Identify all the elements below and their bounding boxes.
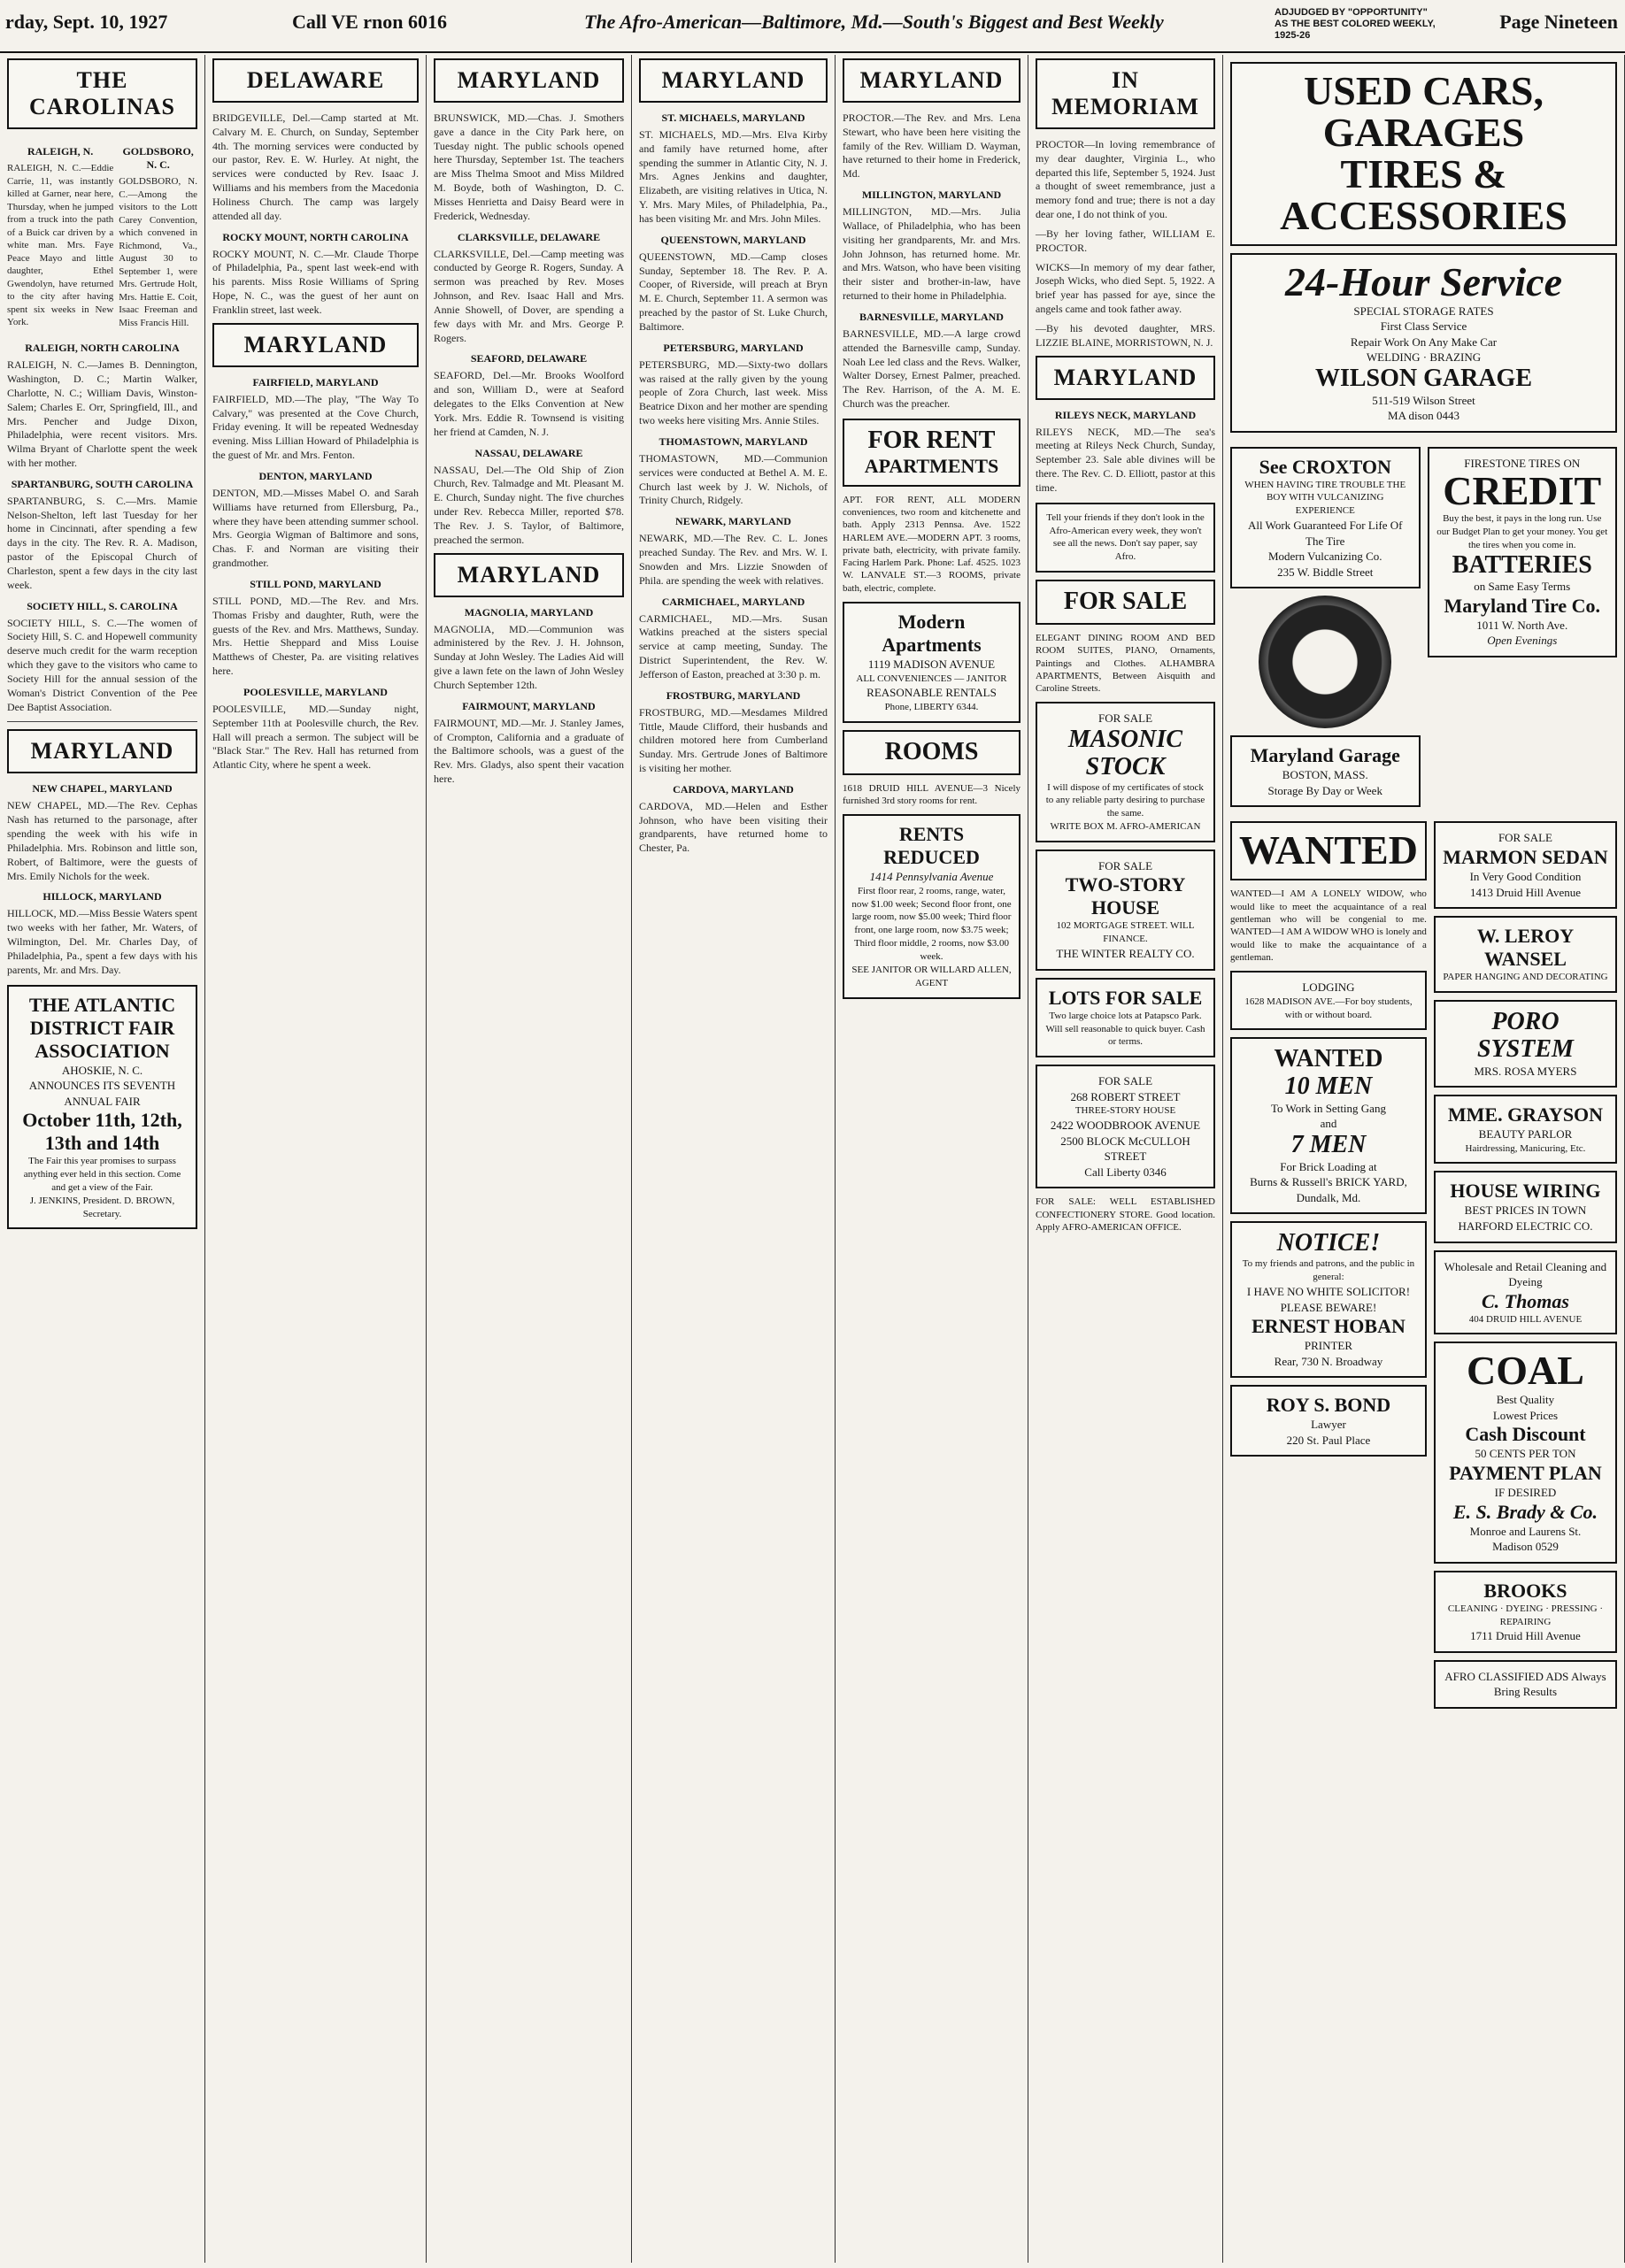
column-maryland-b xyxy=(632,55,836,2263)
coal-ad xyxy=(1434,1342,1617,1563)
firestone-title: FIRESTONE TIRES ON xyxy=(1464,456,1581,470)
adjudged-note: ADJUDGED BY "OPPORTUNITY" AS THE BEST COLORED WEEKLY, 1925-26 xyxy=(1275,7,1436,42)
issue-date: rday, Sept. 10, 1927 xyxy=(5,11,168,33)
open-evenings: Open Evenings xyxy=(1487,634,1558,648)
fair-dates: October 11th, 12th, 13th and 14th xyxy=(22,1109,182,1155)
article-barnesville: BARNESVILLE, MD.—A large crowd attended the Barnesville camp, Sunday. Noah Lee led class and the Revs. Walker, Walter Dorsey, Ernest Palmer, preached. The Rev. Harrison, of the A. M. E. Church was the preacher. xyxy=(843,327,1020,411)
dateline-cardova: CARDOVA, MARYLAND xyxy=(673,782,794,796)
dateline-fairfield: FAIRFIELD, MARYLAND xyxy=(252,375,379,388)
notice-ad xyxy=(1230,1221,1427,1378)
brady-phone: Madison 0529 xyxy=(1492,1540,1559,1554)
robert-street-ad xyxy=(1036,1065,1215,1188)
article-goldsboro: GOLDSBORO, N. C.—Among the visitors to the Lott Carey Convention, which convened in Richmond, Va., August 30 to September 1, were Mrs. Gertrude Holt, Mrs. Hattie E. Coit, Isaac Freeman and Miss Francis Hill. xyxy=(119,176,197,328)
brooks-services: CLEANING · DYEING · PRESSING · REPAIRING xyxy=(1447,1603,1603,1627)
for-rent-ad xyxy=(843,419,1020,487)
article-spartanburg: SPARTANBURG, S. C.—Mrs. Mamie Nelson-Shelton, left last Tuesday for her home in Cincinnati, after spending a few days in the city. The Rev. R. A. Madison, pastor of the Episcopal Church of Charleston, spent a few days in the city last week. xyxy=(7,494,197,591)
memorial-proctor: PROCTOR—In loving remembrance of my dear daughter, Virginia L., who departed this life, September 5, 1924. Just a thought of sweet remembrance, just a memory fond and true; there is not a day dear one, I do not think of you. xyxy=(1036,138,1215,221)
section-title-maryland-2: MARYLAND xyxy=(212,323,419,367)
article-clarksville: CLARKSVILLE, Del.—Camp meeting was conducted by George R. Rogers, Sunday. A sermon was preached by Rev. Moses Johnson, and Rev. Isaac Hall and Mrs. Annie Showell, of Dover, are spending a few days with Mr. and Mrs. George P. Rogers. xyxy=(434,247,624,344)
first-class: First Class Service xyxy=(1380,319,1467,334)
article-society-hill: SOCIETY HILL, S. C.—The women of Society Hill, S. C. and Hopewell community deserve much credit for the warm reception which they gave to the visitors who came to Society Hill for the annual session of the Woman's District Convention of the Pee Dee Baptist Association. xyxy=(7,616,197,713)
section-title-maryland: MARYLAND xyxy=(7,729,197,773)
wilson-garage-ad xyxy=(1230,253,1617,433)
coal-quality: Best Quality xyxy=(1496,1393,1555,1407)
poro-ad xyxy=(1434,1000,1617,1088)
tell-friends-box xyxy=(1036,503,1215,573)
easy-terms: on Same Easy Terms xyxy=(1474,580,1571,594)
for-sale-box xyxy=(1036,580,1215,625)
croxton-ad xyxy=(1230,447,1421,589)
cleaning-title: Wholesale and Retail Cleaning and Dyeing xyxy=(1444,1259,1607,1289)
used-cars-title: USED CARS, GARAGES xyxy=(1304,68,1544,155)
coal-payment: PAYMENT PLAN xyxy=(1449,1462,1602,1485)
article-raleigh-nc: RALEIGH, N. C.—James B. Dennington, Washington, D. C.; Martin Walker, Charlotte, N. C.; William Davis, Winston-Salem; Charles E. Orr, Springfield, Ill., and Mrs. Pencher and Judge Dixon, Philadelphia, were recent visitors. Mrs. Wilma Bryant of Charlotte spent the week with her mother. xyxy=(7,358,197,469)
dateline-raleigh-nc: RALEIGH, NORTH CAROLINA xyxy=(25,342,180,355)
garage-title: Maryland Garage xyxy=(1250,744,1400,767)
section-title-maryland-6: MARYLAND xyxy=(843,58,1020,103)
storage-rates: SPECIAL STORAGE RATES xyxy=(1353,304,1494,318)
notice-printer: PRINTER xyxy=(1304,1339,1353,1353)
page-number: Page Nineteen xyxy=(1499,11,1618,33)
wanted-ad xyxy=(1230,821,1427,880)
grayson-name: MME. GRAYSON xyxy=(1447,1103,1604,1126)
dateline-seaford: SEAFORD, DELAWARE xyxy=(470,352,588,365)
article-raleigh: RALEIGH, N. C.—Eddie Carrie, 11, was instantly killed at Garner, near here, Thursday, when he jumped from a truck into the path of a Buick car driven by a white man. Mrs. Faye Peace Mayo and little daughter, Ethel Gwendolyn, have returned to the city after having spent six weeks in New York. xyxy=(7,163,114,328)
ten-men-and: and xyxy=(1320,1117,1337,1131)
wilson-address: 511-519 Wilson Street xyxy=(1372,393,1475,407)
section-title-delaware: DELAWARE xyxy=(212,58,419,103)
masthead xyxy=(0,0,1625,53)
wiring-company: HARFORD ELECTRIC CO. xyxy=(1458,1219,1593,1233)
brooks-ad xyxy=(1434,1571,1617,1653)
marmon-for-sale: FOR SALE xyxy=(1498,831,1552,845)
dateline-nassau: NASSAU, DELAWARE xyxy=(474,446,583,459)
article-queenstown: QUEENSTOWN, MD.—Camp closes Sunday, September 18. The Rev. P. A. Cooper, of Riverside, will preach at Bryn M. E. Church, September 11. A sermon was preached by the pastor of St. Luke Church, Baltimore. xyxy=(639,250,828,333)
modern-rent: REASONABLE RENTALS xyxy=(866,686,997,700)
article-still-pond: STILL POND, MD.—The Rev. and Mrs. Thomas Frisby and daughter, Ruth, were the guests of the Rev. and Mrs. Matthews, Sunday. Mrs. Hettie Sheppard and Miss Louise Matthews of Chester, Pa. are visiting relatives here. xyxy=(212,594,419,678)
poro-name: MRS. ROSA MYERS xyxy=(1474,1064,1577,1078)
article-thomastown: THOMASTOWN, MD.—Communion services were conducted at Bethel A. M. E. Church last week by J. W. Nichols, of Trinity Church, Ridgely. xyxy=(639,451,828,507)
marmon-condition: In Very Good Condition xyxy=(1469,869,1582,883)
lodging-text: 1628 MADISON AVE.—For boy students, with or without board. xyxy=(1244,996,1413,1020)
croxton-company: Modern Vulcanizing Co. xyxy=(1267,550,1382,564)
used-cars-banner xyxy=(1230,62,1617,246)
column-maryland-a xyxy=(427,55,632,2263)
article-frostburg: FROSTBURG, MD.—Mesdames Mildred Tittle, Maude Clifford, their husbands and children motored here from Cumberland Sunday. Mrs. Gertrude Jones of Baltimore is visiting her mother. xyxy=(639,705,828,774)
dateline-frostburg: FROSTBURG, MARYLAND xyxy=(666,688,801,702)
wiring-title: HOUSE WIRING xyxy=(1450,1180,1601,1203)
article-poolesville: POOLESVILLE, MD.—Sunday night, September 11th at Poolesville church, the Rev. Hall will preach a sermon. The subject will be "Black Star." The Rev. Hall has returned from Atlantic City, where he spent a week. xyxy=(212,702,419,772)
lots-title: LOTS FOR SALE xyxy=(1048,986,1203,1009)
wansel-name: W. LEROY WANSEL xyxy=(1476,925,1575,971)
article-petersburg: PETERSBURG, MD.—Sixty-two dollars was raised at the rally given by the young people of Zora Church, last week. Miss Beatrice Dixon and her mother are spending two weeks here visiting Mrs. Annie Stiles. xyxy=(639,357,828,427)
dateline-raleigh: RALEIGH, N. xyxy=(27,145,94,158)
wansel-ad xyxy=(1434,916,1617,993)
tire-company: Maryland Tire Co. xyxy=(1444,594,1601,617)
dateline-millington: MILLINGTON, MARYLAND xyxy=(861,188,1002,202)
marmon-ad xyxy=(1434,821,1617,909)
column-ads xyxy=(1223,55,1625,2263)
for-sale-title: FOR SALE xyxy=(1063,588,1188,616)
for-rent-title: FOR RENT xyxy=(867,426,996,454)
divider xyxy=(7,721,197,722)
two-story-realty: THE WINTER REALTY CO. xyxy=(1056,947,1195,961)
apartments-title: APARTMENTS xyxy=(864,454,999,477)
section-title-carolinas: THE CAROLINAS xyxy=(7,58,197,129)
croxton-title: See CROXTON xyxy=(1259,455,1391,478)
woodbrook-address: 2422 WOODBROOK AVENUE xyxy=(1050,1119,1201,1133)
grayson-ad xyxy=(1434,1095,1617,1164)
credit-title: CREDIT xyxy=(1443,468,1602,514)
masonic-contact: WRITE BOX M. AFRO-AMERICAN xyxy=(1050,821,1201,833)
robert-for-sale: FOR SALE xyxy=(1097,1074,1153,1088)
dateline-rileys-neck: RILEYS NECK, MARYLAND xyxy=(1054,408,1197,421)
phone-number: Call VE rnon 6016 xyxy=(292,11,448,33)
maryland-garage-ad xyxy=(1230,735,1421,807)
poro-title: PORO SYSTEM xyxy=(1477,1007,1574,1063)
dateline-fairmount: FAIRMOUNT, MARYLAND xyxy=(462,699,596,712)
welding-label: WELDING xyxy=(1366,350,1421,365)
lodging-title: LODGING xyxy=(1302,980,1355,995)
dateline-petersburg: PETERSBURG, MARYLAND xyxy=(663,341,804,354)
brick-yard: Burns & Russell's BRICK YARD, Dundalk, Md. xyxy=(1250,1175,1407,1204)
two-story-title: TWO-STORY HOUSE xyxy=(1065,873,1186,919)
dateline-new-chapel: NEW CHAPEL, MARYLAND xyxy=(32,782,173,796)
masonic-text: I will dispose of my certificates of stock to any reliable party desiring to purchase the same. xyxy=(1045,781,1205,819)
garage-city: BOSTON, MASS. xyxy=(1282,768,1368,782)
repair-work: Repair Work On Any Make Car xyxy=(1350,334,1498,349)
coal-discount: Cash Discount xyxy=(1465,1423,1586,1446)
column-maryland-c xyxy=(836,55,1028,2263)
ten-men-wanted: WANTED xyxy=(1274,1045,1383,1073)
article-seaford: SEAFORD, Del.—Mr. Brooks Woolford and son, William D., were at Seaford delegates to the Elks Convention at New York. Mrs. Eddie R. Townsend is visiting her friend at Camden, N. J. xyxy=(434,369,624,438)
article-rileys-neck: RILEYS NECK, MD.—The sea's meeting at Rileys Neck Church, Sunday, September 23. Sale able divines will be there. The Rev. C. D. Elliott, pastor at this time. xyxy=(1036,425,1215,494)
brady-name: E. S. Brady & Co. xyxy=(1452,1500,1598,1523)
fair-sign: J. JENKINS, President. D. BROWN, Secretary. xyxy=(29,1195,175,1219)
ads-row-2 xyxy=(1230,814,1617,1716)
wanted-text: WANTED—I AM A LONELY WIDOW, who would like to meet the acquaintance of a real gentleman who will be congenial to me. WANTED—I AM A WIDOW WHO is lonely and would like to make the acquaintance of a gentleman. xyxy=(1230,888,1427,963)
fair-title: THE ATLANTIC DISTRICT FAIR ASSOCIATION xyxy=(28,993,176,1062)
brazing-label: BRAZING xyxy=(1429,350,1482,365)
croxton-guarantee: All Work Guaranteed For Life Of The Tire xyxy=(1247,519,1403,548)
notice-title: NOTICE! xyxy=(1276,1229,1381,1257)
dateline-magnolia: MAGNOLIA, MARYLAND xyxy=(464,605,594,619)
grayson-services: Hairdressing, Manicuring, Etc. xyxy=(1465,1142,1586,1154)
article-fairmount: FAIRMOUNT, MD.—Mr. J. Stanley James, of Crompton, California and a graduate of the Baltimore schools, was a guest of the Rev. Mrs. Gladys, also spent their vacation here. xyxy=(434,716,624,785)
two-story-address: 102 MORTGAGE STREET. WILL FINANCE. xyxy=(1056,920,1195,945)
article-newark: NEWARK, MD.—The Rev. C. L. Jones preached Sunday. The Rev. and Mrs. W. I. Snowden and Mrs. Lizzie Snowden of Phila. are spending the week with relatives. xyxy=(639,532,828,587)
brady-address: Monroe and Laurens St. xyxy=(1469,1524,1582,1538)
rooms-title: ROOMS xyxy=(884,737,979,765)
modern-tag: ALL CONVENIENCES — JANITOR xyxy=(856,673,1007,684)
article-new-chapel: NEW CHAPEL, MD.—The Rev. Cephas Nash has returned to the parsonage, after spending the week with his wife in Philadelphia. Mrs. Robinson and little son, Robert, of Baltimore, were the guests of Mrs. Emily Nichols for the week. xyxy=(7,799,197,882)
ads-row-1 xyxy=(1230,440,1617,815)
rents-address: 1414 Pennsylvania Avenue xyxy=(869,870,994,884)
dateline-queenstown: QUEENSTOWN, MARYLAND xyxy=(660,233,806,246)
modern-apartments-ad xyxy=(843,602,1020,723)
robert-address: 268 ROBERT STREET xyxy=(1070,1089,1181,1103)
masonic-stock-ad xyxy=(1036,702,1215,842)
memorial-wicks-sign: —By his devoted daughter, MRS. LIZZIE BLAINE, MORRISTOWN, N. J. xyxy=(1036,321,1215,349)
batteries-title: BATTERIES xyxy=(1452,550,1592,579)
garage-storage: Storage By Day or Week xyxy=(1267,783,1382,797)
column-delaware xyxy=(205,55,427,2263)
fair-ad xyxy=(7,985,197,1230)
article-millington: MILLINGTON, MD.—Mrs. Julia Wallace, of Philadelphia, who has been visiting her grandparents, Mr. and Mrs. John Johnson, has returned home. Mr. and Mrs. Watson, who have been visiting their sister and brother-in-law, have returned to their home in Philadelphia. xyxy=(843,205,1020,303)
article-nassau: NASSAU, Del.—The Old Ship of Zion Church, Rev. Talmadge and Mt. Pleasant M. E. Church, Sunday night. The five churches under Rev. Rebecca Miller, reported $78. The Rev. J. S. Taylor, of Baltimore, preached the sermon. xyxy=(434,463,624,546)
coal-title: COAL xyxy=(1467,1348,1584,1394)
cleaning-ad xyxy=(1434,1250,1617,1335)
ten-men-work: To Work in Setting Gang xyxy=(1270,1101,1386,1115)
lodging-ad xyxy=(1230,971,1427,1030)
marmon-address: 1413 Druid Hill Avenue xyxy=(1469,885,1581,899)
column-carolinas xyxy=(0,55,205,2263)
croxton-address: 235 W. Biddle Street xyxy=(1277,565,1374,579)
bond-ad xyxy=(1230,1385,1427,1457)
article-proctor: PROCTOR.—The Rev. and Mrs. Lena Stewart, who have been here visiting the family of the Rev. William D. Wayman, have returned to their home in Frederick, Md. xyxy=(843,111,1020,181)
wilson-name: WILSON GARAGE xyxy=(1314,364,1533,392)
fair-place: AHOSKIE, N. C. xyxy=(61,1063,143,1077)
article-bridgeville: BRIDGEVILLE, Del.—Camp started at Mt. Calvary M. E. Church, on Sunday, September 4th. The morning services were conducted by our pastor, Rev. E. W. Hurley. At night, the services were conducted by Rev. Isaac J. Williams and his members from the Macedonia Holiness Church. The camp was largely attended all day. xyxy=(212,111,419,222)
dateline-rocky-mount: ROCKY MOUNT, NORTH CAROLINA xyxy=(222,230,409,243)
dateline-hillock: HILLOCK, MARYLAND xyxy=(42,890,162,903)
thomas-name: C. Thomas xyxy=(1481,1289,1569,1312)
masonic-for-sale: FOR SALE xyxy=(1097,711,1153,726)
memorial-wicks: WICKS—In memory of my dear father, Joseph Wicks, who died Sept. 5, 1922. A brief year has passed for aye, since the angels came and took father away. xyxy=(1036,260,1215,316)
article-st-michaels: ST. MICHAELS, MD.—Mrs. Elva Kirby and family have returned home, after spending the summer in Atlantic City, N. J. Mrs. Agnes Jenkins and daughter, Elizabeth, are visiting relatives in Utica, N. Y. Mrs. Mary Miles, of Philadelphia, Pa., has been visiting Mr. and Mrs. John Miles. xyxy=(639,128,828,225)
tell-friends-text: Tell your friends if they don't look in the Afro-American every week, they won't see all the news. Don't say paper, say Afro. xyxy=(1046,511,1205,563)
article-cardova: CARDOVA, MD.—Helen and Esther Johnson, who have been visiting their grandparents, have returned home to Chester, Pa. xyxy=(639,799,828,855)
brooks-address: 1711 Druid Hill Avenue xyxy=(1470,1629,1581,1643)
paper-title: The Afro-American—Baltimore, Md.—South's Biggest and Best Weekly xyxy=(584,11,1164,33)
bond-title: Lawyer xyxy=(1311,1418,1346,1432)
modern-title: Modern Apartments xyxy=(882,611,982,657)
tires-title: TIRES & ACCESSORIES xyxy=(1280,150,1567,238)
ten-men-ad xyxy=(1230,1037,1427,1214)
dateline-thomastown: THOMASTOWN, MARYLAND xyxy=(658,434,808,448)
croxton-tagline: WHEN HAVING TIRE TROUBLE THE BOY WITH VULCANIZING EXPERIENCE xyxy=(1244,479,1406,517)
wansel-service: PAPER HANGING AND DECORATING xyxy=(1443,972,1608,983)
dateline-newark: NEWARK, MARYLAND xyxy=(675,515,791,528)
section-title-maryland-7: MARYLAND xyxy=(1036,356,1215,400)
modern-phone: Phone, LIBERTY 6344. xyxy=(884,702,979,713)
tire-company-address: 1011 W. North Ave. xyxy=(1476,618,1568,632)
rents-text: First floor rear, 2 rooms, range, water, now $1.00 week; Second floor front, one large room, now $5.00 week; Third floor front, one large room, now $3.75 week; Third floor middle, 2 rooms, now $3.00 week. xyxy=(851,885,1012,963)
modern-address: 1119 MADISON AVENUE xyxy=(867,657,996,672)
lots-ad xyxy=(1036,978,1215,1058)
notice-name: ERNEST HOBAN xyxy=(1251,1315,1406,1338)
section-title-maryland-4: MARYLAND xyxy=(434,553,624,597)
masonic-title: MASONIC STOCK xyxy=(1067,725,1183,780)
two-story-for-sale: FOR SALE xyxy=(1097,858,1153,873)
grayson-parlor: BEAUTY PARLOR xyxy=(1478,1127,1573,1142)
rent-listings: APT. FOR RENT, ALL MODERN conveniences, two room and kitchenette and bath. Apply 2313 Pennsa. Ave. 1522 HARLEM AVE.—MODERN APT. 3 rooms, private bath, electricity, with private family. Facing Harlem Park. Phone: Laf. 4525. 1023 W. LANVALE ST.—3 ROOMS, private bath, electric, complete. xyxy=(843,494,1020,594)
service-title: 24-Hour Service xyxy=(1284,258,1562,304)
notice-warning: I HAVE NO WHITE SOLICITOR! PLEASE BEWARE! xyxy=(1246,1284,1411,1314)
column-memoriam xyxy=(1028,55,1223,2263)
coal-per-ton: 50 CENTS PER TON xyxy=(1475,1447,1576,1461)
coal-desired: IF DESIRED xyxy=(1494,1486,1557,1500)
article-carmichael: CARMICHAEL, MD.—Mrs. Susan Watkins preached at the sisters special service at camp meeting, Sunday. The District Superintendent, the Rev. W. Jefferson of Easton, preached at 3:30 p. m. xyxy=(639,611,828,680)
section-title-maryland-3: MARYLAND xyxy=(434,58,624,103)
wilson-phone: MA dison 0443 xyxy=(1388,409,1459,423)
credit-text: Buy the best, it pays in the long run. Use our Budget Plan to get your money. You get the tires when you come in. xyxy=(1436,513,1608,550)
tire-illustration xyxy=(1259,596,1391,728)
coal-prices: Lowest Prices xyxy=(1492,1408,1559,1422)
thomas-address: 404 DRUID HILL AVENUE xyxy=(1468,1313,1583,1325)
afro-classified-box xyxy=(1434,1660,1617,1709)
fair-text: The Fair this year promises to surpass anything ever held in this section. Come and get a view of the Fair. xyxy=(23,1156,181,1193)
notice-address: Rear, 730 N. Broadway xyxy=(1274,1354,1383,1368)
section-title-maryland-5: MARYLAND xyxy=(639,58,828,103)
wiring-ad xyxy=(1434,1171,1617,1242)
dateline-carmichael: CARMICHAEL, MARYLAND xyxy=(661,595,805,608)
seven-men-work: For Brick Loading at xyxy=(1280,1159,1377,1173)
article-brunswick: BRUNSWICK, MD.—Chas. J. Smothers gave a dance in the City Park here, on Tuesday night. The public schools opened here Thursday, September 1st. The teachers are Miss Thelma Smoot and Miss Mildred M. Boyde, both of Washington, D. C. Misses Henrietta and Daisy Beard were in Frederick, Wednesday. xyxy=(434,111,624,222)
sale-furniture: ELEGANT DINING ROOM AND BED ROOM SUITES, PIANO, Ornaments, Paintings and Clothes. ALHAMBRA APARTMENTS, Between Aisquith and Caroline Streets. xyxy=(1036,632,1215,695)
notice-text: To my friends and patrons, and the public in general: xyxy=(1242,1258,1415,1283)
rents-title: RENTS REDUCED xyxy=(883,823,980,869)
wanted-title: WANTED xyxy=(1239,827,1418,873)
article-fairfield: FAIRFIELD, MD.—The play, "The Way To Calvary," was presented at the Cove Church, Friday evening. It will be repeated Wednesday evening. Miss Lillian Howard of Philadelphia is the guest of Mr. and Mrs. Fenton. xyxy=(212,392,419,462)
dateline-still-pond: STILL POND, MARYLAND xyxy=(250,577,381,590)
wiring-prices: BEST PRICES IN TOWN xyxy=(1464,1203,1587,1218)
memorial-proctor-sign: —By her loving father, WILLIAM E. PROCTOR. xyxy=(1036,227,1215,254)
mcculloh-address: 2500 BLOCK McCULLOH STREET xyxy=(1060,1134,1190,1164)
bond-address: 220 St. Paul Place xyxy=(1286,1433,1371,1447)
fair-announce: ANNOUNCES ITS SEVENTH ANNUAL FAIR xyxy=(28,1079,176,1108)
seven-men-count: 7 MEN xyxy=(1290,1131,1367,1159)
ten-men-count: 10 MEN xyxy=(1284,1072,1373,1101)
dateline-clarksville: CLARKSVILLE, DELAWARE xyxy=(457,230,601,243)
bond-name: ROY S. BOND xyxy=(1266,1394,1391,1417)
dateline-goldsboro: GOLDSBORO, N. C. xyxy=(122,145,194,171)
article-hillock: HILLOCK, MD.—Miss Bessie Waters spent two weeks with her father, Mr. Waters, of Wilmington, Del. Mr. Charles Day, of Philadelphia, Pa., spent a few days with his parents, Mr. and Mrs. Day. xyxy=(7,907,197,976)
afro-classified-text: AFRO CLASSIFIED ADS Always Bring Results xyxy=(1444,1669,1606,1699)
robert-phone: Call Liberty 0346 xyxy=(1084,1165,1167,1179)
dateline-society-hill: SOCIETY HILL, S. CAROLINA xyxy=(27,599,178,612)
article-magnolia: MAGNOLIA, MD.—Communion was administered by the Rev. J. H. Johnson, Sunday at John Wesley. The Ladies Aid will give a lawn fete on the lawn of John Wesley Church September 12th. xyxy=(434,622,624,691)
dateline-denton: DENTON, MARYLAND xyxy=(258,469,373,482)
rooms-listing: 1618 DRUID HILL AVENUE—3 Nicely furnished 3rd story rooms for rent. xyxy=(843,782,1020,806)
dateline-spartanburg: SPARTANBURG, SOUTH CAROLINA xyxy=(11,477,194,490)
lots-text: Two large choice lots at Patapsco Park. Will sell reasonable to quick buyer. Cash or terms. xyxy=(1045,1010,1205,1048)
rents-agent: SEE JANITOR OR WILLARD ALLEN, AGENT xyxy=(851,964,1012,988)
section-title-memoriam: IN MEMORIAM xyxy=(1036,58,1215,129)
welding-brazing: WELDING · BRAZING xyxy=(1366,350,1482,365)
article-rocky-mount: ROCKY MOUNT, N. C.—Mr. Claude Thorpe of Philadelphia, Pa., spent last week-end with his parents. Miss Rosie Williams of Spring Hope, N. C., was the guest of her aunt on Franklin street, last week. xyxy=(212,247,419,316)
dateline-st-michaels: ST. MICHAELS, MARYLAND xyxy=(661,111,805,124)
brooks-name: BROOKS xyxy=(1483,1579,1567,1602)
rents-reduced-ad xyxy=(843,814,1020,998)
firestone-ad xyxy=(1428,447,1618,657)
article-denton: DENTON, MD.—Misses Mabel O. and Sarah Williams have returned from Ellersburg, Pa., where they have been attending summer school. Mrs. Georgia Wigman of Baltimore and sons, Chas. F. and Norman are visiting their grandmother. xyxy=(212,486,419,570)
split-news xyxy=(7,138,197,334)
rooms-ad xyxy=(843,730,1020,775)
dateline-poolesville: POOLESVILLE, MARYLAND xyxy=(243,685,388,698)
confectionery-sale: FOR SALE: WELL ESTABLISHED CONFECTIONERY STORE. Good location. Apply AFRO-AMERICAN OFFICE. xyxy=(1036,1196,1215,1233)
dateline-barnesville: BARNESVILLE, MARYLAND xyxy=(859,310,1004,323)
marmon-title: MARMON SEDAN xyxy=(1443,845,1608,868)
two-story-ad xyxy=(1036,850,1215,971)
robert-house: THREE-STORY HOUSE xyxy=(1074,1105,1176,1117)
